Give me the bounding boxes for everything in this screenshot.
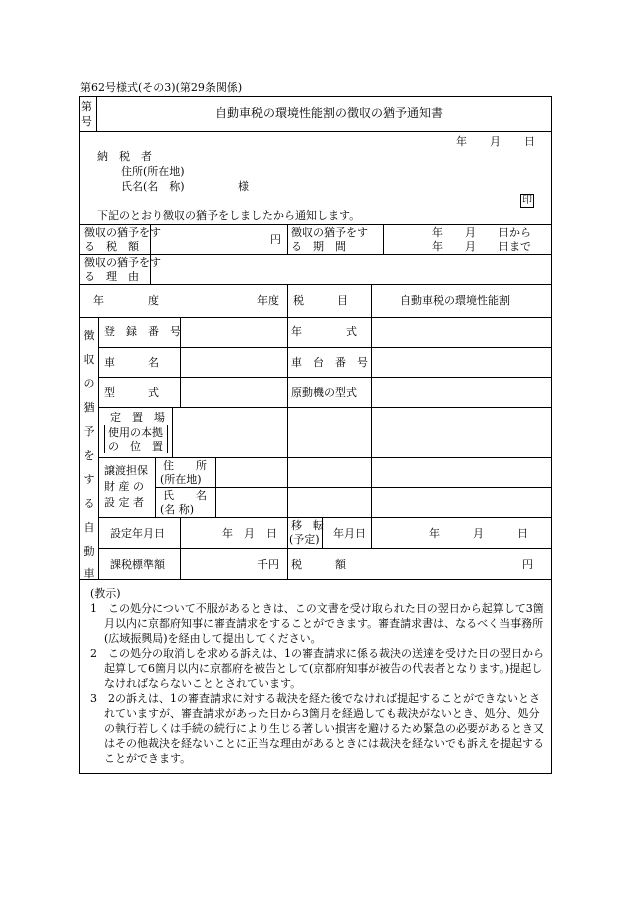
reason-label-1: 徴収の猶予をす bbox=[84, 256, 161, 269]
transfer-date-label-3: 年月日 bbox=[333, 527, 366, 540]
base-label-1: 定 置 場 bbox=[110, 411, 165, 424]
side-char-10: 動 bbox=[83, 545, 95, 558]
notes-heading: (教示) bbox=[90, 587, 121, 600]
day-label: 日 bbox=[524, 135, 535, 148]
seal-icon: 印 bbox=[522, 195, 532, 206]
reason-label-2: る 理 由 bbox=[84, 270, 139, 283]
transfer-label-3: 設 定 者 bbox=[104, 496, 144, 509]
fiscal-year-label: 年 度 bbox=[93, 294, 159, 307]
side-char-8: る bbox=[83, 497, 95, 510]
year-label: 年 bbox=[456, 135, 467, 148]
transfer-label-1: 譲渡担保 bbox=[104, 464, 148, 477]
transfer-date-label-1: 移 転 bbox=[291, 519, 324, 532]
reg-no-label: 登 録 番 号 bbox=[104, 325, 181, 338]
month-label: 月 bbox=[490, 135, 501, 148]
fiscal-year-unit: 年度 bbox=[257, 294, 279, 307]
yen-unit: 円 bbox=[270, 233, 281, 246]
setup-date-label: 設定年月日 bbox=[110, 527, 165, 540]
note-item-2: 2 この処分の取消しを求める訴えは、1の審査請求に係る裁決の送達を受けた日の翌日から起算して6箇月以内に京都府を被告として(京都府知事が被告の代表者となります。)提起しなければならないこととされています。 bbox=[90, 647, 544, 690]
period-label-1: 徴収の猶予をす bbox=[291, 226, 368, 239]
t-name-label-2: (名 称) bbox=[160, 503, 195, 516]
side-char-11: 車 bbox=[83, 567, 95, 580]
transfer-date-label-2: (予定) bbox=[289, 533, 320, 546]
chassis-no-label: 車 台 番 号 bbox=[291, 356, 368, 369]
engine-type-label: 原動機の型式 bbox=[291, 386, 357, 399]
tax-amount-yen-unit: 円 bbox=[522, 558, 533, 571]
address-label: 住所(所在地) bbox=[121, 165, 185, 178]
form-code: 第62号様式(その3)(第29条関係) bbox=[80, 81, 243, 94]
type-label: 型 式 bbox=[104, 386, 159, 399]
model-year-label: 年 式 bbox=[291, 325, 357, 338]
thousand-yen-unit: 千円 bbox=[257, 558, 279, 571]
side-char-5: 予 bbox=[83, 425, 95, 438]
side-char-6: を bbox=[83, 449, 95, 462]
intro-text: 下記のとおり徴収の猶予をしましたから通知します。 bbox=[97, 209, 361, 222]
tax-item-label: 税 目 bbox=[293, 294, 348, 307]
amount-label-1: 徴収の猶予をす bbox=[84, 226, 161, 239]
base-label-2: 使用の本拠 bbox=[108, 426, 163, 439]
period-from: 年 月 日から bbox=[432, 226, 531, 239]
setup-date-ymd: 年 月 日 bbox=[222, 527, 277, 540]
side-char-4: 猶 bbox=[83, 401, 95, 414]
t-name-label-1: 氏 名 bbox=[163, 489, 207, 502]
notes-block bbox=[90, 586, 550, 766]
period-to: 年 月 日まで bbox=[432, 240, 531, 253]
side-char-1: 徴 bbox=[83, 329, 95, 342]
document-title: 自動車税の環境性能割の徴収の猶予通知書 bbox=[215, 106, 444, 120]
period-label-2: る 期 間 bbox=[291, 240, 346, 253]
tax-amount-label: 税 額 bbox=[291, 558, 346, 571]
transfer-date-ymd: 年 月 日 bbox=[429, 527, 528, 540]
base-label-3: の 位 置 bbox=[108, 440, 163, 453]
taxpayer-label: 納 税 者 bbox=[97, 150, 152, 163]
name-label: 氏名(名 称) bbox=[121, 180, 185, 193]
number-label: 第 号 bbox=[81, 100, 92, 128]
t-address-label-2: (所在地) bbox=[160, 473, 202, 486]
side-char-2: 収 bbox=[83, 353, 95, 366]
t-address-label-1: 住 所 bbox=[163, 459, 207, 472]
transfer-label-2: 財 産 の bbox=[104, 480, 144, 493]
side-char-3: の bbox=[83, 377, 95, 390]
side-char-9: 自 bbox=[83, 521, 95, 534]
sama-label: 様 bbox=[238, 180, 249, 193]
note-item-3: 3 2の訴えは、1の審査請求に対する裁決を経た後でなければ提起することができないとされていますが、審査請求があった日から3箇月を経過しても裁決がないとき、処分、処分の執行若しくは手続の続行により生じる著しい損害を避けるため緊急の必要があるとき又はその他裁決を経ないことに正当な理由があるときには裁決を経ないでも訴えを提起することができます。 bbox=[90, 692, 544, 765]
side-char-7: す bbox=[83, 473, 95, 486]
make-label: 車 名 bbox=[104, 356, 159, 369]
tax-std-label: 課税標準額 bbox=[110, 558, 165, 571]
tax-item-value: 自動車税の環境性能割 bbox=[400, 294, 510, 307]
amount-label-2: る 税 額 bbox=[84, 240, 139, 253]
note-item-1: 1 この処分について不服があるときは、この文書を受け取られた日の翌日から起算して3箇月以内に京都府知事に審査請求をすることができます。審査請求書は、なるべく当事務所(広域振興局)を経由して提出してください。 bbox=[90, 602, 544, 645]
